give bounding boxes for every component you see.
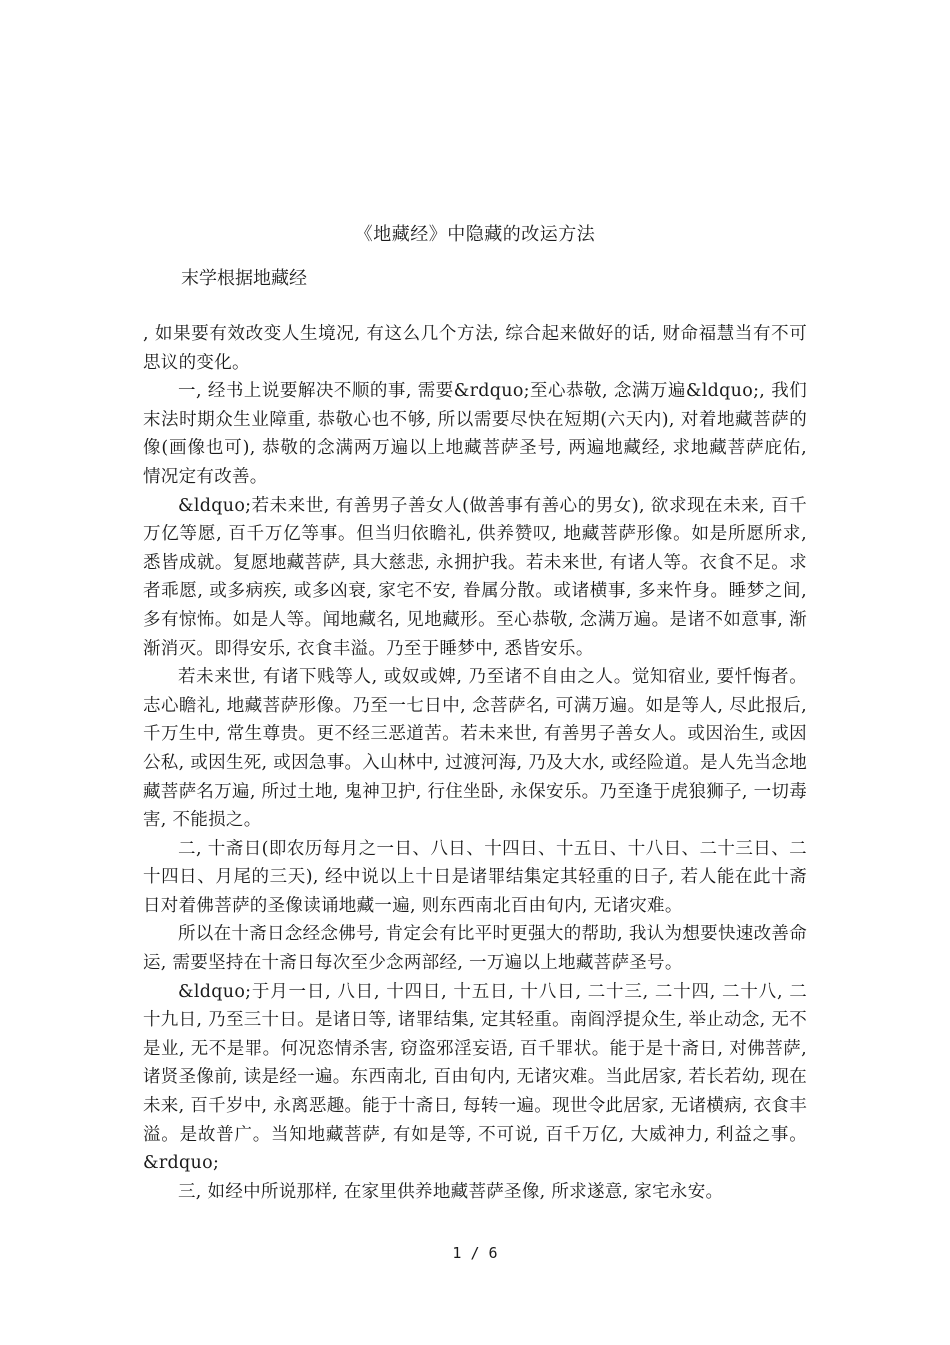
paragraph-method-three: 三, 如经中所说那样, 在家里供养地藏菩萨圣像, 所求遂意, 家宅永安。 xyxy=(178,1181,724,1202)
document-body xyxy=(143,320,807,1206)
paragraph-intro: , 如果要有效改变人生境况, 有这么几个方法, 综合起来做好的话, 财命福慧当有不可思议的变化。 xyxy=(143,324,807,373)
paragraph-method-two-note: 所以在十斋日念经念佛号, 肯定会有比平时更强大的帮助, 我认为想要快速改善命运, 需要坚持在十斋日每次至少念两部经, 一万遍以上地藏菩萨圣号。 xyxy=(143,924,807,974)
paragraph-method-two: 二, 十斋日(即农历每月之一日、八日、十四日、十五日、十八日、二十三日、二十四日、月尾的三天), 经中说以上十日是诸罪结集定其轻重的日子, 若人能在此十斋日对着佛菩萨的圣像读诵地藏一遍, 则东西南北百由旬内, 无诸灾难。 xyxy=(143,838,807,916)
page-number: 1 / 6 xyxy=(452,1244,498,1262)
paragraph-sutra-quote-two: 若未来世, 有诸下贱等人, 或奴或婢, 乃至诸不自由之人。觉知宿业, 要忏悔者。志心瞻礼, 地藏菩萨形像。乃至一七日中, 念菩萨名, 可满万遍。如是等人, 尽此报后, 千万生中, 常生尊贵。更不经三恶道苦。若未来世, 有善男子善女人。或因治生, 或因公私, 或因生死, 或因急事。入山林中, 过渡河海, 乃及大水, 或经险道。是人先当念地藏菩萨名万遍, 所过土地, 鬼神卫护, 行住坐卧, 永保安乐。乃至逢于虎狼狮子, 一切毒害, 不能损之。 xyxy=(143,667,807,831)
paragraph-method-one: 一, 经书上说要解决不顺的事, 需要&rdquo;至心恭敬, 念满万遍&ldquo;, 我们末法时期众生业障重, 恭敬心也不够, 所以需要尽快在短期(六天内), 对着地藏菩萨的像(画像也可), 恭敬的念满两万遍以上地藏菩萨圣号, 两遍地藏经, 求地藏菩萨庇佑, 情况定有改善。 xyxy=(143,381,807,487)
document-title: 《地藏经》中隐藏的改运方法 xyxy=(354,224,596,245)
paragraph-sutra-quote-one: &ldquo;若未来世, 有善男子善女人(做善事有善心的男女), 欲求现在未来, 百千万亿等愿, 百千万亿等事。但当归依瞻礼, 供养赞叹, 地藏菩萨形像。如是所愿所求, 悉皆成就。复愿地藏菩萨, 具大慈悲, 永拥护我。若未来世, 有诸人等。衣食不足。求者乖愿, 或多病疾, 或多凶衰, 家宅不安, 眷属分散。或诸横事, 多来忤身。睡梦之间, 多有惊怖。如是人等。闻地藏名, 见地藏形。至心恭敬, 念满万遍。是诸不如意事, 渐渐消灭。即得安乐, 衣食丰溢。乃至于睡梦中, 悉皆安乐。 xyxy=(143,495,807,659)
document-subtitle: 末学根据地藏经 xyxy=(181,268,307,289)
paragraph-sutra-quote-three: &ldquo;于月一日, 八日, 十四日, 十五日, 十八日, 二十三, 二十四, 二十八, 二十九日, 乃至三十日。是诸日等, 诸罪结集, 定其轻重。南阎浮提众生, 举止动念, 无不是业, 无不是罪。何况恣情杀害, 窃盗邪淫妄语, 百千罪状。能于是十斋日, 对佛菩萨, 诸贤圣像前, 读是经一遍。东西南北, 百由旬内, 无诸灾难。当此居家, 若长若幼, 现在未来, 百千岁中, 永离恶趣。能于十斋日, 每转一遍。现世令此居家, 无诸横病, 衣食丰溢。是故普广。当知地藏菩萨, 有如是等, 不可说, 百千万亿, 大威神力, 利益之事。&rdquo; xyxy=(143,981,807,1174)
